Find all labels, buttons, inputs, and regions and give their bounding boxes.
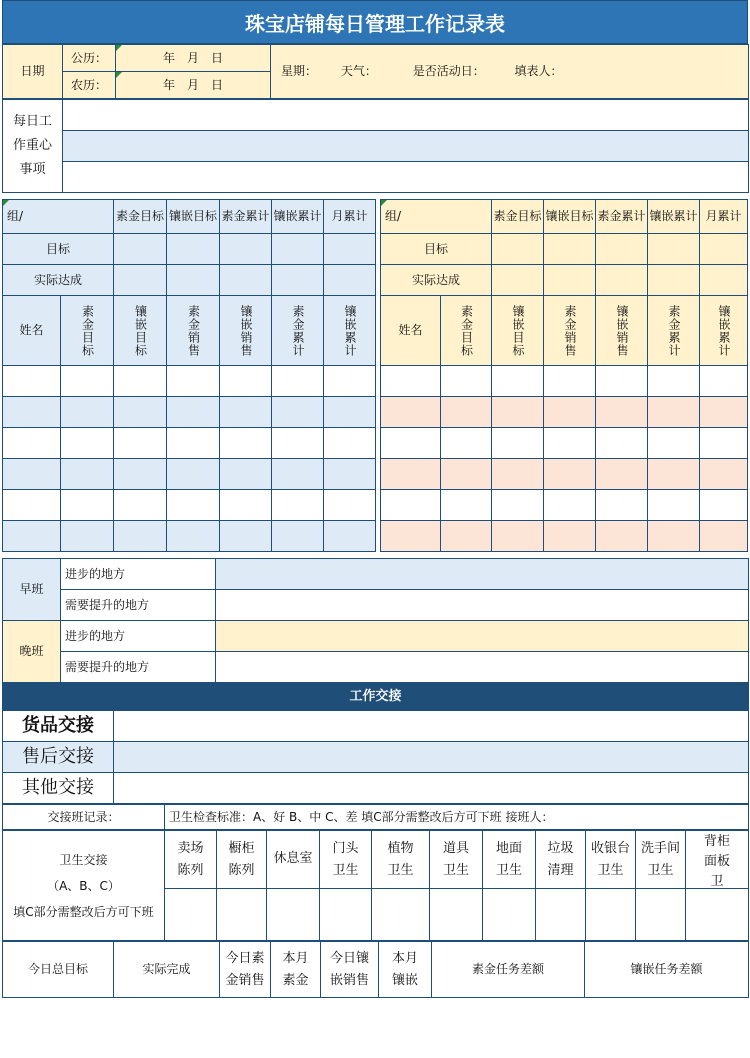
hdr-r-2: 素金累计	[596, 200, 648, 234]
sub-l-1: 镶嵌目标	[133, 304, 148, 357]
sub-r-5: 镶嵌累计	[717, 304, 732, 357]
focus-row-1[interactable]	[63, 100, 749, 131]
area-10: 背柜面板卫	[703, 833, 730, 888]
hdr-r-1: 镶嵌目标	[544, 200, 596, 234]
hdr-r-3: 镶嵌累计	[648, 200, 700, 234]
table-row	[3, 490, 748, 521]
evening-progress-value[interactable]	[216, 621, 749, 652]
hygiene-label-2: （A、B、C）	[47, 878, 120, 893]
area-3: 门头卫生	[332, 840, 359, 878]
cell[interactable]	[596, 234, 648, 265]
area-1: 橱柜陈列	[228, 840, 255, 878]
evening-improve-label: 需要提升的地方	[61, 652, 216, 683]
group-table	[2, 199, 748, 552]
activity-label: 是否活动日：	[412, 64, 485, 78]
hygiene-grade[interactable]	[217, 889, 267, 941]
hygiene-grade[interactable]	[430, 889, 483, 941]
cell[interactable]	[700, 265, 748, 296]
cell[interactable]	[220, 234, 272, 265]
focus-label: 每日工作重心事项	[12, 114, 52, 177]
sub-l-2: 素金销售	[186, 304, 201, 357]
record-row-table	[2, 804, 749, 830]
focus-row-2[interactable]	[63, 131, 749, 162]
hygiene-table	[2, 830, 749, 941]
sheet-title: 珠宝店铺每日管理工作记录表	[2, 0, 748, 44]
cell[interactable]	[648, 234, 700, 265]
summary-today-inlay: 今日镶嵌销售	[329, 950, 369, 988]
cell[interactable]	[596, 265, 648, 296]
group-label-right: 组/	[381, 200, 492, 234]
hdr-l-3: 镶嵌累计	[272, 200, 324, 234]
hygiene-grade[interactable]	[320, 889, 372, 941]
area-7: 垃圾清理	[547, 840, 574, 878]
cell[interactable]	[544, 234, 596, 265]
gongli-label: 公历：	[63, 45, 116, 72]
sub-l-3: 镶嵌销售	[239, 304, 254, 357]
hygiene-grade[interactable]	[267, 889, 320, 941]
summary-today-gold: 今日素金销售	[225, 950, 265, 988]
cell[interactable]	[272, 265, 324, 296]
name-right: 姓名	[381, 296, 441, 366]
date-label: 日期	[3, 45, 63, 99]
cell[interactable]	[700, 234, 748, 265]
nongli-label: 农历：	[63, 72, 116, 99]
sub-r-4: 素金累计	[667, 304, 682, 357]
area-2: 休息室	[273, 851, 313, 867]
hygiene-grade[interactable]	[372, 889, 430, 941]
summary-month-gold: 本月素金	[282, 950, 309, 988]
morning-improve-value[interactable]	[216, 590, 749, 621]
table-row	[3, 521, 748, 552]
cell[interactable]	[492, 265, 544, 296]
sub-l-0: 素金目标	[80, 304, 95, 357]
area-8: 收银台卫生	[590, 840, 630, 878]
nongli-value[interactable]: 年 月 日	[116, 72, 271, 99]
record-sheet	[2, 0, 748, 998]
weather-label: 天气：	[340, 64, 377, 78]
date-table	[2, 44, 749, 99]
gongli-value[interactable]: 年 月 日	[116, 45, 271, 72]
focus-label-cell	[3, 100, 63, 193]
area-6: 地面卫生	[495, 840, 522, 878]
after-sales-handover-value[interactable]	[114, 742, 749, 773]
morning-shift-label: 早班	[3, 559, 61, 621]
hygiene-grade[interactable]	[636, 889, 686, 941]
table-row	[3, 459, 748, 490]
summary-inlay-diff: 镶嵌任务差额	[585, 942, 749, 998]
hdr-l-0: 素金目标	[114, 200, 167, 234]
table-row	[3, 428, 748, 459]
sub-l-5: 镶嵌累计	[343, 304, 358, 357]
cell[interactable]	[324, 234, 376, 265]
cell[interactable]	[324, 265, 376, 296]
summary-table	[2, 941, 749, 998]
hdr-r-4: 月累计	[700, 200, 748, 234]
morning-improve-label: 需要提升的地方	[61, 590, 216, 621]
area-4: 植物卫生	[387, 840, 414, 878]
goods-handover-value[interactable]	[114, 711, 749, 742]
summary-gold-diff: 素金任务差额	[432, 942, 585, 998]
hdr-l-4: 月累计	[324, 200, 376, 234]
target-left: 目标	[3, 234, 114, 265]
other-handover-value[interactable]	[114, 773, 749, 804]
focus-table	[2, 99, 749, 193]
hygiene-standard: 卫生检查标准：A、好 B、中 C、差 填C部分需整改后方可下班 接班人：	[165, 805, 749, 830]
handover-title: 工作交接	[3, 684, 749, 711]
hygiene-label-1: 卫生交接	[59, 852, 108, 867]
cell[interactable]	[220, 265, 272, 296]
target-right: 目标	[381, 234, 492, 265]
shift-table	[2, 558, 749, 683]
summary-total-target: 今日总目标	[3, 942, 114, 998]
evening-progress-label: 进步的地方	[61, 621, 216, 652]
summary-actual: 实际完成	[114, 942, 220, 998]
morning-progress-label: 进步的地方	[61, 559, 216, 590]
other-handover-label: 其他交接	[3, 773, 114, 804]
cell[interactable]	[492, 234, 544, 265]
cell[interactable]	[167, 265, 220, 296]
cell[interactable]	[114, 265, 167, 296]
handover-table	[2, 683, 749, 804]
sub-l-4: 素金累计	[291, 304, 306, 357]
hygiene-grade[interactable]	[536, 889, 586, 941]
hygiene-grade[interactable]	[586, 889, 636, 941]
sub-r-0: 素金目标	[459, 304, 474, 357]
cell[interactable]	[272, 234, 324, 265]
hygiene-grade[interactable]	[686, 889, 749, 941]
hygiene-label-3: 填C部分需整改后方可下班	[13, 904, 154, 919]
cell[interactable]	[167, 234, 220, 265]
date-info-cell[interactable]	[271, 45, 749, 99]
sub-r-1: 镶嵌目标	[511, 304, 526, 357]
name-left: 姓名	[3, 296, 61, 366]
area-0: 卖场陈列	[177, 840, 204, 878]
filler-label: 填表人：	[514, 64, 563, 78]
hygiene-grade[interactable]	[483, 889, 536, 941]
weekday-label: 星期：	[281, 64, 318, 78]
hygiene-label-cell	[3, 831, 165, 941]
actual-right: 实际达成	[381, 265, 492, 296]
after-sales-handover-label: 售后交接	[3, 742, 114, 773]
cell[interactable]	[544, 265, 596, 296]
hdr-r-0: 素金目标	[492, 200, 544, 234]
focus-row-3[interactable]	[63, 162, 749, 193]
cell[interactable]	[114, 234, 167, 265]
table-row	[3, 366, 748, 397]
hygiene-grade[interactable]	[165, 889, 217, 941]
area-9: 洗手间卫生	[640, 840, 680, 878]
evening-improve-value[interactable]	[216, 652, 749, 683]
goods-handover-label: 货品交接	[3, 711, 114, 742]
morning-progress-value[interactable]	[216, 559, 749, 590]
sub-r-3: 镶嵌销售	[615, 304, 630, 357]
cell[interactable]	[648, 265, 700, 296]
summary-month-inlay: 本月镶嵌	[391, 950, 418, 988]
sub-r-2: 素金销售	[563, 304, 578, 357]
evening-shift-label: 晚班	[3, 621, 61, 683]
hdr-l-1: 镶嵌目标	[167, 200, 220, 234]
hdr-l-2: 素金累计	[220, 200, 272, 234]
actual-left: 实际达成	[3, 265, 114, 296]
record-label: 交接班记录：	[3, 805, 165, 830]
table-row	[3, 397, 748, 428]
group-label-left: 组/	[3, 200, 114, 234]
area-5: 道具卫生	[442, 840, 469, 878]
